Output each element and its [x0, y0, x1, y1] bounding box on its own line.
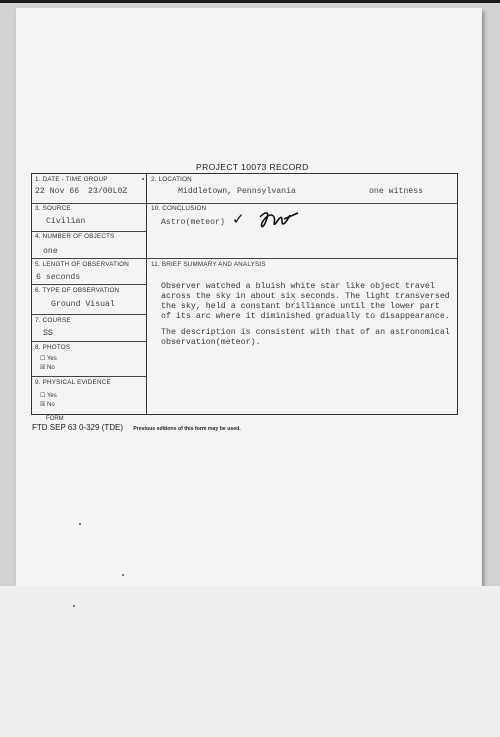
row-divider [146, 203, 457, 204]
conclusion-value: Astro(meteor) [161, 218, 225, 227]
summary-label: 11. BRIEF SUMMARY AND ANALYSIS [151, 261, 266, 268]
row-divider [32, 231, 146, 232]
scan-speck [73, 605, 75, 607]
witness-count: one witness [369, 187, 424, 196]
footer-form-word: FORM [46, 416, 64, 422]
photos-label: 8. PHOTOS [35, 344, 71, 351]
record-title: PROJECT 10073 RECORD [196, 162, 309, 172]
evidence-no-label: No [47, 402, 55, 408]
summary-paragraph-2: The description is consistent with that of an astronomical observation(meteor). [161, 328, 450, 347]
date-value: 22 Nov 66 [35, 187, 80, 196]
course-label: 7. COURSE [35, 317, 71, 324]
evidence-no: ☒ No [40, 402, 55, 408]
record-form [31, 173, 458, 415]
number-objects-value: one [43, 247, 58, 256]
summary-paragraph-1: Observer watched a bluish white star like object travel across the sky in about six seconds. The light transversed the sky, held a constant brilliance until the lower part of its arc where it diminished gradually to disappearance. [161, 282, 450, 321]
row-divider [32, 284, 146, 285]
scan-speck [122, 574, 124, 576]
location-label: 2. LOCATION [151, 176, 192, 183]
source-value: Civilian [46, 217, 86, 226]
row-divider [32, 203, 146, 204]
type-observation-value: Ground Visual [51, 300, 115, 309]
summary-text [161, 282, 451, 354]
evidence-yes: ☐ Yes [40, 393, 57, 399]
length-observation-label: 5. LENGTH OF OBSERVATION [35, 261, 130, 268]
row-divider [32, 314, 146, 315]
location-value: Middletown, Pennsylvania [178, 187, 296, 196]
number-objects-label: 4. NUMBER OF OBJECTS [35, 233, 115, 240]
lower-scan-area [0, 586, 500, 737]
date-time-label: 1. DATE - TIME GROUP [35, 176, 108, 183]
photos-yes-label: Yes [46, 356, 57, 362]
length-observation-value: 6 seconds [36, 273, 81, 282]
scan-speck [79, 523, 81, 525]
course-value: SS [43, 329, 53, 338]
footer-form-id [32, 423, 241, 432]
photos-no: ☒ No [40, 365, 55, 371]
conclusion-label: 10. CONCLUSION [151, 205, 207, 212]
initials-signature [256, 207, 300, 233]
source-label: 3. SOURCE [35, 205, 71, 212]
type-observation-label: 6. TYPE OF OBSERVATION [35, 287, 120, 294]
form-id: FTD SEP 63 0-329 (TDE) [32, 423, 123, 432]
photos-no-label: No [47, 365, 55, 371]
photos-yes: ☐ Yes [40, 356, 57, 362]
footer-note: Previous editions of this form may be used. [133, 426, 241, 432]
row-divider [32, 258, 457, 259]
checkmark-icon: ✓ [232, 211, 245, 228]
scan-top-edge [0, 0, 500, 3]
time-value: 23/00L0Z [88, 187, 128, 196]
evidence-yes-label: Yes [46, 393, 57, 399]
physical-evidence-label: 9. PHYSICAL EVIDENCE [35, 379, 111, 386]
row-divider [32, 341, 146, 342]
scan-speck [142, 178, 144, 180]
row-divider [32, 376, 146, 377]
column-divider [146, 174, 147, 414]
